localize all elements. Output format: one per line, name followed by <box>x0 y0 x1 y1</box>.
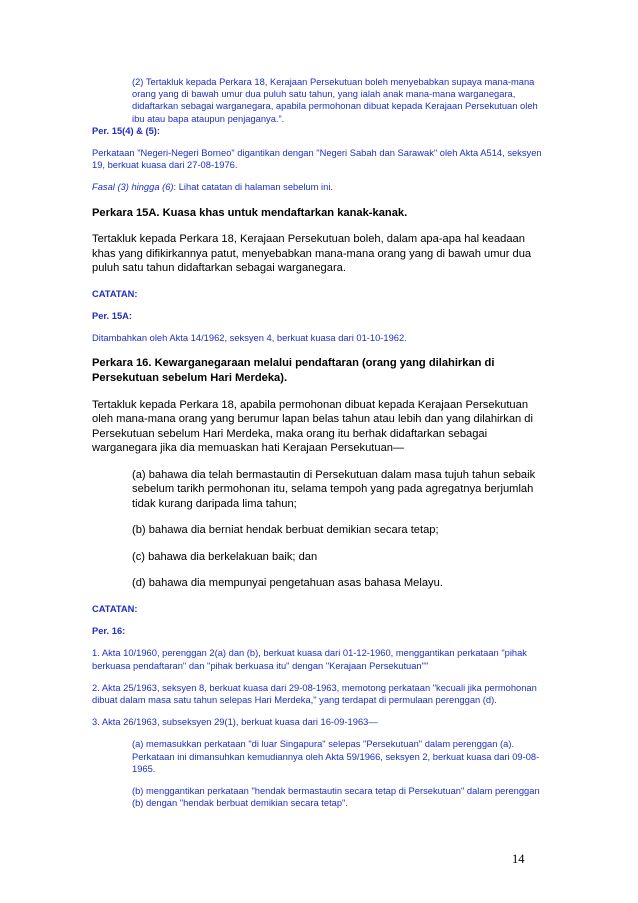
page-content <box>92 76 548 809</box>
per-16-heading: Per. 16: <box>92 626 126 637</box>
per-16-note-3b: (b) menggantikan perkataan "hendak bermastautin secara tetap di Persekutuan" dalam perenggan (b) dengan "hendak berbuat demikian secara tetap". <box>132 786 540 809</box>
article-15a-heading: Perkara 15A. Kuasa khas untuk mendaftarkan kanak-kanak. <box>92 206 408 219</box>
per-16-note-2: 2. Akta 25/1963, seksyen 8, berkuat kuasa dari 29-08-1963, memotong perkataan "kecuali jika permohonan dibuat dalam masa satu tahun selepas Hari Merdeka," yang terdapat di permulaan perenggan (d). <box>92 682 537 705</box>
article-16-para-c: (c) bahawa dia berkelakuan baik; dan <box>132 550 318 563</box>
per-15a-heading: Per. 15A: <box>92 311 132 322</box>
catatan-heading-2: CATATAN: <box>92 603 138 614</box>
article-16-heading: Perkara 16. Kewarganegaraan melalui pendaftaran (orang yang dilahirkan di Persekutuan sebelum Hari Merdeka). <box>92 357 495 384</box>
clause-2-text: (2) Tertakluk kepada Perkara 18, Kerajaan Persekutuan boleh menyebabkan supaya mana-mana orang yang di bawah umur dua puluh satu tahun, yang ialah anak mana-mana warganegara, didaftarkan sebagai warganegara, apabila permohonan dibuat kepada Kerajaan Persekutuan oleh ibu atau bapa ataupun penjaganya.”. <box>132 77 538 124</box>
per-16-note-3: 3. Akta 26/1963, subseksyen 29(1), berkuat kuasa dari 16-09-1963— <box>92 717 378 728</box>
fasal-note-text: : Lihat catatan di halaman sebelum ini. <box>173 182 334 193</box>
page-number: 14 <box>512 852 525 866</box>
fasal-range-label: Fasal (3) hingga (6) <box>92 182 174 193</box>
article-16-para-b: (b) bahawa dia berniat hendak berbuat demikian secara tetap; <box>132 524 439 537</box>
per-16-note-1: 1. Akta 10/1960, perenggan 2(a) dan (b), berkuat kuasa dari 01-12-1960, menggantikan perkataan "pihak berkuasa pendaftaran" dan "pihak berkuasa itu" dengan "Kerajaan Persekutuan"" <box>92 648 527 671</box>
per-15-4-5-heading: Per. 15(4) & (5): <box>92 125 161 136</box>
article-16-body: Tertakluk kepada Perkara 18, apabila permohonan dibuat kepada Kerajaan Persekutuan oleh mana-mana orang yang berumur lapan belas tahun atau lebih dan yang dilahirkan di Persekutuan sebelum Hari Merdeka, maka orang itu berhak didaftarkan sebagai warganegara jika dia memuaskan hati Kerajaan Persekutuan— <box>92 398 533 455</box>
article-16-para-d: (d) bahawa dia mempunyai pengetahuan asas bahasa Melayu. <box>132 577 443 590</box>
article-15a-body: Tertakluk kepada Perkara 18, Kerajaan Persekutuan boleh, dalam apa-apa hal keadaan khas yang difikirkannya patut, menyebabkan mana-mana orang yang di bawah umur dua puluh satu tahun didaftarkan sebagai warganegara. <box>92 233 532 275</box>
fasal-note <box>92 181 548 193</box>
catatan-heading-1: CATATAN: <box>92 288 138 299</box>
note-negeri-borneo: Perkataan "Negeri-Negeri Borneo" digantikan dengan "Negeri Sabah dan Sarawak" oleh Akta A514, seksyen 19, berkuat kuasa dari 27-08-1976. <box>92 148 542 171</box>
per-16-note-3a: (a) memasukkan perkataan "di luar Singapura" selepas "Persekutuan" dalam perenggan (a). Perkataan ini dimansuhkan kemudiannya oleh Akta 59/1966, seksyen 2, berkuat kuasa dari 09-08-1965. <box>132 739 540 774</box>
per-15a-note: Ditambahkan oleh Akta 14/1962, seksyen 4, berkuat kuasa dari 01-10-1962. <box>92 333 407 344</box>
article-16-para-a: (a) bahawa dia telah bermastautin di Persekutuan dalam masa tujuh tahun sebaik sebelum tarikh permohonan itu, selama tempoh yang pada agregatnya berjumlah tidak kurang daripada lima tahun; <box>132 468 536 510</box>
